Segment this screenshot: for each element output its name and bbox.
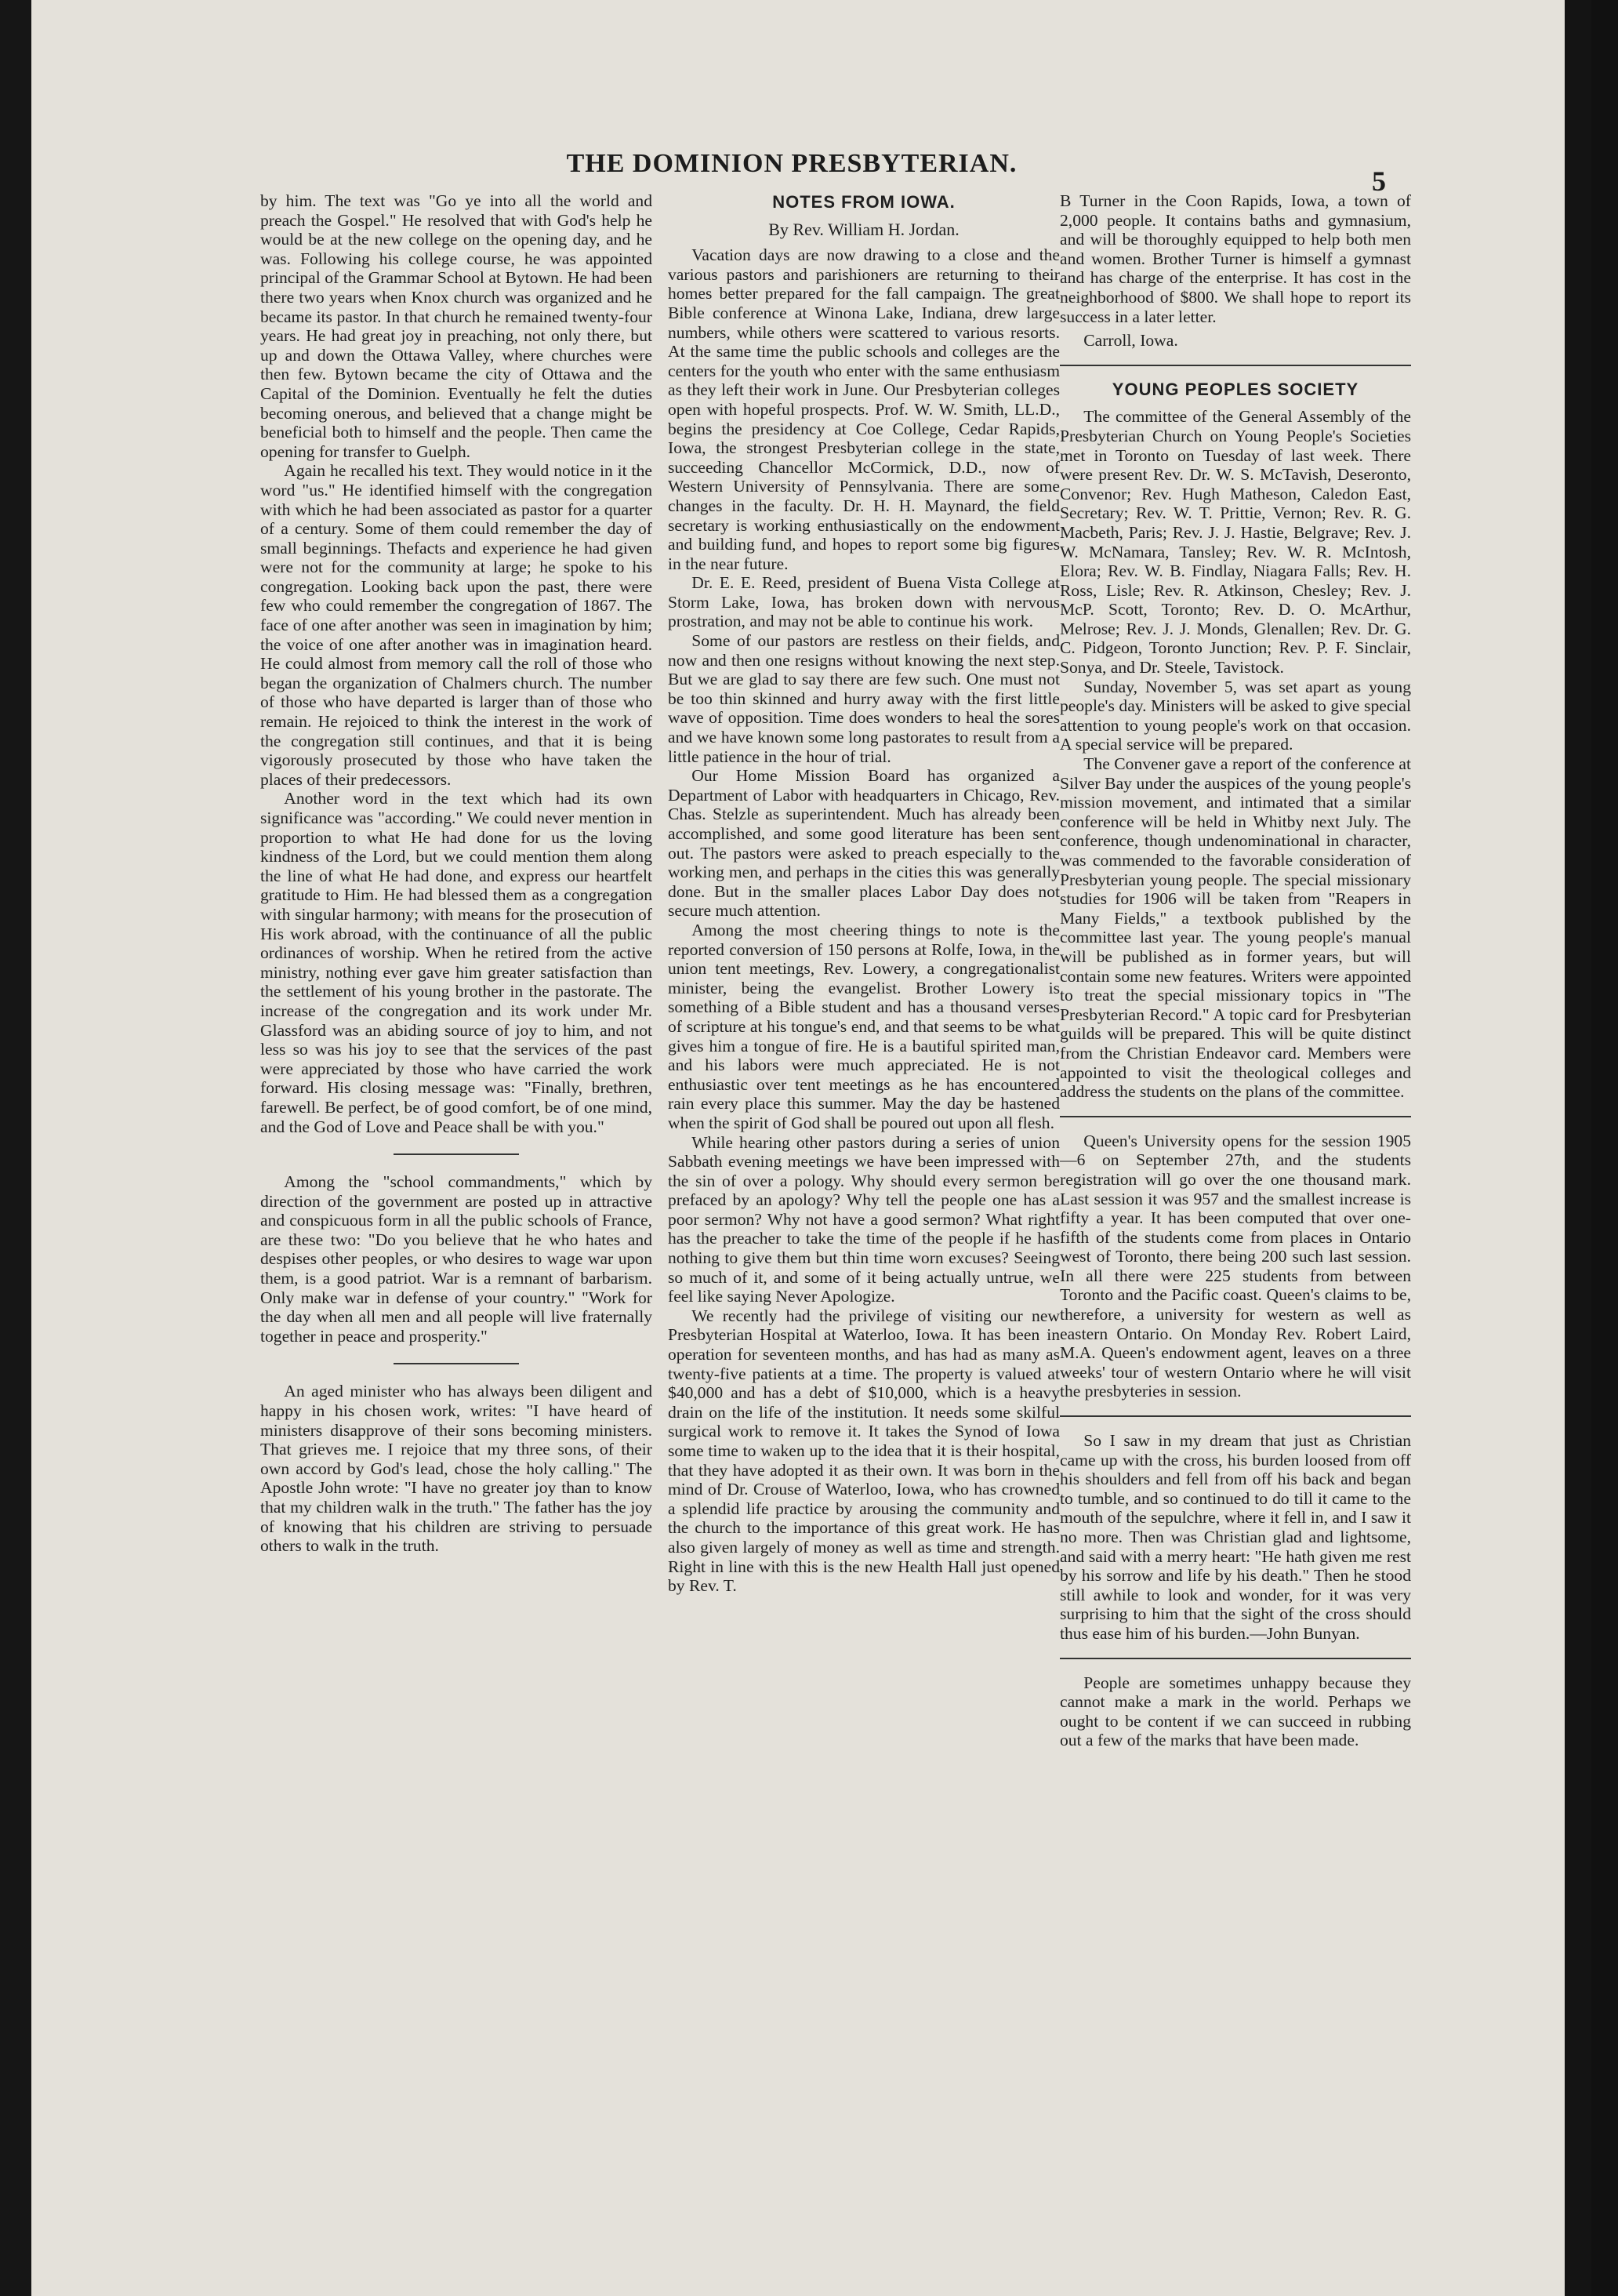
scan-border-right [1565,0,1591,2296]
section-divider [394,1153,519,1155]
article-paragraph: The Convener gave a report of the conference at Silver Bay under the auspices of the young people's mission movement, and intimated that a similar conference will be held in Whitby next July. The conference, though undenominational in character, was commended to the favorable consideration of Presbyterian young people. The special missionary studies for 1906 will be taken from "Reapers in Many Fields," a textbook published by the committee last year. The young people's manual will be published as in former years, but will contain some new features. Writers were appointed to treat the special missionary topics in "The Presbyterian Record." A topic card for Presbyterian guilds will be prepared. This will be quite distinct from the Christian Endeavor card. Members were appointed to visit the theological colleges and address the students on the plans of the committee. [1060,754,1411,1102]
scan-border-left [0,0,31,2296]
section-divider [1060,365,1411,366]
column-2 [668,191,1060,1596]
article-paragraph: Our Home Mission Board has organized a Department of Labor with headquarters in Chicago, Rev. Chas. Stelzle as superintendent. Much has already been accomplished, and some good literature has been sent out. The pastors were asked to preach especially to the working men, and perhaps in the cities this was generally done. But in the smaller places Labor Day does not secure much attention. [668,766,1060,921]
page-number: 5 [1372,165,1386,197]
article-paragraph: Again he recalled his text. They would notice in it the word "us." He identified himself with the congregation with which he had been associated as pastor for a quarter of a century. Some of them could remember the day of small beginnings. Thefacts and experience he had given were not for the community at large; he spoke to his congregation. Looking back upon the past, there were few who could remember the congregation of 1867. The face of one after another was seen in imagination by him; the voice of one after another was in imagination heard. He could almost from memory call the roll of those who began the organization of Chalmers church. The number of those who have departed is larger than of those who remain. He rejoiced to think the interest in the work of the congregation still continues, and that it is being vigorously prosecuted by those who have taken the places of their predecessors. [260,461,652,789]
article-paragraph: Dr. E. E. Reed, president of Buena Vista College at Storm Lake, Iowa, has broken down with nervous prostration, and may not be able to continue his work. [668,573,1060,631]
article-paragraph: People are sometimes unhappy because they cannot make a mark in the world. Perhaps we ought to be content if we can succeed in rubbing out a few of the marks that have been made. [1060,1673,1411,1750]
article-paragraph: Among the most cheering things to note is the reported conversion of 150 persons at Rolfe, Iowa, in the union tent meetings, Rev. Lowery, a congregationalist minister, being the evangelist. Brother Lowery is something of a Bible student and has a thousand verses of scripture at his tongue's end, and that seems to be what gives him a tongue of fire. He is a bautiful spirited man, and his labors were much appreciated. He is not enthusiastic over tent meetings as he has encountered rain every place this summer. May the day be hastened when the spirit of God shall be poured out upon all flesh. [668,920,1060,1132]
article-paragraph: Among the "school commandments," which by direction of the government are posted up in attractive and conspicuous form in all the public schools of France, are these two: "Do you believe that he who hates and despises other peoples, or who desires to wage war upon them, is a good patriot. War is a remnant of barbarism. Only make war in defense of your country." "Work for the day when all men and all people will live fraternally together in peace and prosperity." [260,1172,652,1346]
article-paragraph: We recently had the privilege of visiting our new Presbyterian Hospital at Waterloo, Iowa. It has been in operation for seventeen months, and has had as many as twenty-five patients at a time. The property is valued at $40,000 and has a debt of $10,000, which is a heavy drain on the life of the institution. It needs some skilful surgical work to remove it. It takes the Synod of Iowa some time to waken up to the idea that it is their hospital, that they have adopted it as their own. It was born in the mind of Dr. Crouse of Waterloo, Iowa, who has crowned a splendid life practice by arousing the community and the church to the importance of this great work. He has also given largely of money as well as time and strength. Right in line with this is the new Health Hall just opened by Rev. T. [668,1306,1060,1596]
article-paragraph: Some of our pastors are restless on their fields, and now and then one resigns without knowing the next step. But we are glad to say there are few such. One must not be too thin skinned and hurry away with the first little wave of opposition. Time does wonders to heal the sores and we have known some long pastorates to result from a little patience in the hour of trial. [668,631,1060,766]
article-byline: By Rev. William H. Jordan. [768,219,960,239]
article-paragraph: While hearing other pastors during a series of union Sabbath evening meetings we have been impressed with the sin of over a pology. Why should every sermon be prefaced by an apology? Why tell the people one has a poor sermon? Why not have a good sermon? What right has the preacher to take the time of the people if he has nothing to give them but thin time worn excuses? Seeing so much of it, and some of it being actually untrue, we feel like saying Never Apologize. [668,1132,1060,1306]
column-3 [1060,191,1411,1750]
article-paragraph: An aged minister who has always been diligent and happy in his chosen work, writes: "I have heard of ministers disapprove of their sons becoming ministers. That grieves me. I rejoice that my three sons, of their own accord by God's lead, chose the holy calling." The Apostle John wrote: "I have no greater joy than to know that my children walk in the truth." The father has the joy of knowing that his children are striving to persuade others to walk in the truth. [260,1382,652,1556]
dateline: Carroll, Iowa. [1083,331,1178,351]
article-paragraph: Sunday, November 5, was set apart as young people's day. Ministers will be asked to give special attention to young people's work on that occasion. A special service will be prepared. [1060,677,1411,754]
column-1 [260,191,652,1556]
article-heading: NOTES FROM IOWA. [772,192,956,212]
section-divider [394,1363,519,1364]
article-paragraph: B Turner in the Coon Rapids, Iowa, a town of 2,000 people. It contains baths and gymnasium, and will be thoroughly equipped to help both men and women. Brother Turner is himself a gymnast and has charge of the enterprise. It has cost in the neighborhood of $800. We shall hope to report its success in a later letter. [1060,191,1411,326]
article-paragraph: by him. The text was "Go ye into all the world and preach the Gospel." He resolved that with God's help he would be at the new college on the opening day, and he was. Following his college course, he was appointed principal of the Grammar School at Bytown. He had been there two years when Knox church was organized and he became its pastor. In that church he remained twenty-four years. He had great joy in preaching, not only there, but up and down the Ottawa Valley, where churches were then few. Bytown became the city of Ottawa and the Capital of the Dominion. Eventually he felt the duties becoming onerous, and believed that a change might be beneficial both to himself and the people. Then came the opening for transfer to Guelph. [260,191,652,461]
article-heading: YOUNG PEOPLES SOCIETY [1112,379,1359,399]
newspaper-page [31,0,1591,2296]
section-divider [1060,1658,1411,1659]
masthead: THE DOMINION PRESBYTERIAN. [566,149,1018,178]
article-paragraph: Queen's University opens for the session 1905—6 on September 27th, and the students registration will go over the one thousand mark. Last session it was 957 and the smallest increase is fifty a year. It has been computed that over one-fifth of the students come from places in Ontario west of Toronto, there being 200 such last session. In all there were 225 students from between Toronto and the Pacific coast. Queen's claims to be, therefore, a university for western as well as eastern Ontario. On Monday Rev. Robert Laird, M.A. Queen's endowment agent, leaves on a three weeks' tour of western Ontario where he will visit the presbyteries in session. [1060,1131,1411,1401]
article-paragraph: So I saw in my dream that just as Christian came up with the cross, his burden loosed from off his shoulders and fell from off his back and began to tumble, and so continued to do till it came to the mouth of the sepulchre, where it fell in, and I saw it no more. Then was Christian glad and lightsome, and said with a merry heart: "He hath given me rest by his sorrow and life by his death." Then he stood still awhile to look and wonder, for it was very surprising to him that the sight of the cross should thus ease him of his burden.—John Bunyan. [1060,1431,1411,1643]
section-divider [1060,1116,1411,1117]
article-paragraph: The committee of the General Assembly of the Presbyterian Church on Young People's Societies met in Toronto on Tuesday of last week. There were present Rev. Dr. W. S. McTavish, Deseronto, Convenor; Rev. Hugh Matheson, Caledon East, Secretary; Rev. W. T. Prittie, Vernon; Rev. R. G. Macbeth, Paris; Rev. J. J. Hastie, Belgrave; Rev. J. W. McNamara, Tansley; Rev. W. R. McIntosh, Elora; Rev. W. B. Findlay, Niagara Falls; Rev. H. Ross, Lisle; Rev. R. Atkinson, Chesley; Rev. J. McP. Scott, Toronto; Rev. D. O. McArthur, Melrose; Rev. J. J. Monds, Glenallen; Rev. Dr. G. C. Pidgeon, Toronto Junction; Rev. P. F. Sinclair, Sonya, and Dr. Steele, Tavistock. [1060,407,1411,678]
section-divider [1060,1415,1411,1417]
article-paragraph: Another word in the text which had its own significance was "according." We could never mention in proportion to what He had done for us the loving kindness of the Lord, but we could mention them along the line of what He had done, and express our heartfelt gratitude to Him. He had blessed them as a congregation with singular harmony; with means for the prosecution of His work abroad, with the continuance of all the public ordinances of worship. When he retired from the active ministry, nothing ever gave him greater satisfaction than the settlement of his young brother in the pastorate. The increase of the congregation and its work under Mr. Glassford was an abiding source of joy to him, and not less so was his joy to see that the services of the past were appreciated by those who have carried the work forward. His closing message was: "Finally, brethren, farewell. Be perfect, be of good comfort, be of one mind, and the God of Love and Peace shall be with you." [260,789,652,1136]
article-paragraph: Vacation days are now drawing to a close and the various pastors and parishioners are returning to their homes better prepared for the fall campaign. The great Bible conference at Winona Lake, Indiana, drew large numbers, while others were scattered to various resorts. At the same time the public schools and colleges are the centers for the youth who enter with the same enthusiasm as they left their work in June. Our Presbyterian colleges open with hopeful prospects. Prof. W. W. Smith, LL.D., begins the presidency at Coe College, Cedar Rapids, Iowa, the strongest Presbyterian college in the state, succeeding Chancellor McCormick, D.D., now of Western University of Pennsylvania. There are some changes in the faculty. Dr. H. H. Maynard, the field secretary is working enthusiastically on the endowment and building fund, and hopes to report some big figures in the near future. [668,245,1060,573]
